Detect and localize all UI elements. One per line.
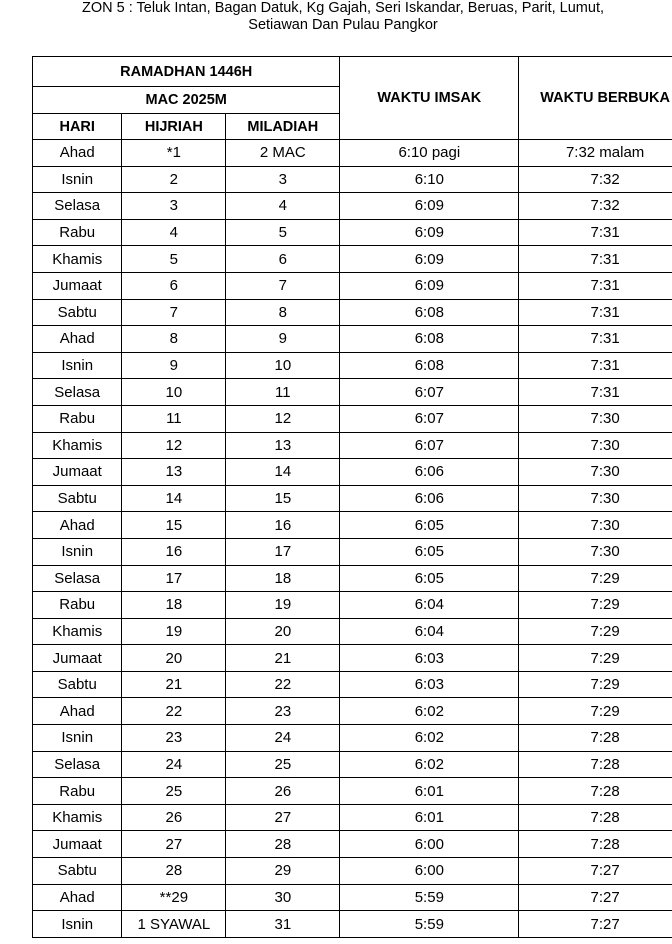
hari-cell: Khamis [33,618,122,645]
hari-cell: Selasa [33,751,122,778]
imsak-cell: 6:05 [340,538,519,565]
berbuka-cell: 7:32 [519,193,672,220]
imsak-cell: 6:09 [340,246,519,273]
berbuka-cell: 7:31 [519,352,672,379]
hijriah-cell: 25 [122,778,226,805]
berbuka-cell: 7:30 [519,459,672,486]
hari-cell: Rabu [33,778,122,805]
miladiah-cell: 19 [226,592,340,619]
hari-cell: Ahad [33,884,122,911]
table-row [33,671,672,698]
berbuka-cell: 7:28 [519,751,672,778]
imsak-cell: 6:01 [340,778,519,805]
table-row [33,858,672,885]
hijriah-cell: 17 [122,565,226,592]
berbuka-cell: 7:30 [519,405,672,432]
hijriah-cell: 27 [122,831,226,858]
miladiah-cell: 30 [226,884,340,911]
imsak-cell: 6:00 [340,858,519,885]
imsak-cell: 6:03 [340,671,519,698]
table-row [33,485,672,512]
table-row [33,911,672,938]
hari-cell: Rabu [33,405,122,432]
miladiah-cell: 24 [226,725,340,752]
waktu-imsak-header: WAKTU IMSAK [340,57,519,140]
hari-header: HARI [33,114,122,140]
hijriah-cell: 18 [122,592,226,619]
miladiah-cell: 17 [226,538,340,565]
hijriah-cell: 10 [122,379,226,406]
berbuka-cell: 7:29 [519,645,672,672]
miladiah-cell: 26 [226,778,340,805]
table-row [33,592,672,619]
berbuka-cell: 7:31 [519,219,672,246]
hari-cell: Sabtu [33,858,122,885]
imsak-cell: 6:09 [340,193,519,220]
miladiah-cell: 13 [226,432,340,459]
hijriah-cell: 12 [122,432,226,459]
hari-cell: Rabu [33,592,122,619]
table-row [33,352,672,379]
hari-cell: Khamis [33,246,122,273]
ramadhan-timetable [32,56,672,938]
imsak-cell: 5:59 [340,911,519,938]
hari-cell: Sabtu [33,485,122,512]
hijriah-cell: 6 [122,272,226,299]
hari-cell: Jumaat [33,645,122,672]
table-row [33,405,672,432]
waktu-berbuka-header: WAKTU BERBUKA [519,57,672,140]
hijriah-cell: 3 [122,193,226,220]
berbuka-cell: 7:27 [519,911,672,938]
table-row [33,698,672,725]
hijriah-cell: 2 [122,166,226,193]
hijriah-cell: 24 [122,751,226,778]
imsak-cell: 6:07 [340,405,519,432]
hijriah-cell: **29 [122,884,226,911]
imsak-cell: 6:08 [340,352,519,379]
miladiah-cell: 27 [226,804,340,831]
hari-cell: Selasa [33,379,122,406]
table-row [33,512,672,539]
hijriah-cell: 23 [122,725,226,752]
miladiah-cell: 20 [226,618,340,645]
hijriah-cell: 14 [122,485,226,512]
table-row [33,645,672,672]
zone-title-line1: ZON 5 : Teluk Intan, Bagan Datuk, Kg Gajah, Seri Iskandar, Beruas, Parit, Lumut, [82,0,604,16]
imsak-cell: 6:05 [340,512,519,539]
imsak-cell: 6:09 [340,219,519,246]
hari-cell: Isnin [33,911,122,938]
hijriah-cell: 11 [122,405,226,432]
berbuka-cell: 7:29 [519,565,672,592]
miladiah-cell: 29 [226,858,340,885]
hijriah-cell: 22 [122,698,226,725]
hari-cell: Ahad [33,140,122,167]
timetable-body [33,140,672,938]
hari-cell: Ahad [33,326,122,353]
miladiah-header: MILADIAH [226,114,340,140]
berbuka-cell: 7:29 [519,618,672,645]
hijriah-cell: 13 [122,459,226,486]
hari-cell: Khamis [33,804,122,831]
imsak-cell: 6:10 [340,166,519,193]
imsak-cell: 6:02 [340,698,519,725]
table-row [33,140,672,167]
miladiah-cell: 23 [226,698,340,725]
miladiah-cell: 14 [226,459,340,486]
berbuka-cell: 7:31 [519,299,672,326]
hari-cell: Jumaat [33,459,122,486]
hijriah-cell: 20 [122,645,226,672]
imsak-cell: 6:07 [340,432,519,459]
miladiah-cell: 18 [226,565,340,592]
hari-cell: Selasa [33,193,122,220]
hari-cell: Ahad [33,512,122,539]
table-row [33,459,672,486]
miladiah-cell: 9 [226,326,340,353]
imsak-cell: 6:07 [340,379,519,406]
berbuka-cell: 7:29 [519,671,672,698]
month-header: MAC 2025M [33,87,340,114]
berbuka-cell: 7:27 [519,858,672,885]
hari-cell: Ahad [33,698,122,725]
hijriah-cell: *1 [122,140,226,167]
berbuka-cell: 7:32 [519,166,672,193]
miladiah-cell: 4 [226,193,340,220]
imsak-cell: 6:04 [340,618,519,645]
table-row [33,432,672,459]
berbuka-cell: 7:28 [519,804,672,831]
miladiah-cell: 6 [226,246,340,273]
imsak-cell: 6:02 [340,725,519,752]
hijriah-cell: 16 [122,538,226,565]
hari-cell: Khamis [33,432,122,459]
table-row [33,565,672,592]
berbuka-cell: 7:31 [519,246,672,273]
imsak-cell: 6:03 [340,645,519,672]
table-row [33,751,672,778]
table-row [33,778,672,805]
miladiah-cell: 25 [226,751,340,778]
table-row [33,299,672,326]
hijriah-cell: 15 [122,512,226,539]
miladiah-cell: 21 [226,645,340,672]
table-row [33,193,672,220]
miladiah-cell: 7 [226,272,340,299]
table-row [33,725,672,752]
miladiah-cell: 22 [226,671,340,698]
hijriah-cell: 19 [122,618,226,645]
hari-cell: Rabu [33,219,122,246]
berbuka-cell: 7:29 [519,592,672,619]
hijriah-cell: 7 [122,299,226,326]
table-row [33,831,672,858]
imsak-cell: 6:10 pagi [340,140,519,167]
hari-cell: Sabtu [33,671,122,698]
berbuka-cell: 7:30 [519,432,672,459]
miladiah-cell: 5 [226,219,340,246]
table-row [33,618,672,645]
berbuka-cell: 7:28 [519,725,672,752]
ramadhan-header: RAMADHAN 1446H [33,57,340,87]
table-row [33,246,672,273]
berbuka-cell: 7:28 [519,831,672,858]
imsak-cell: 5:59 [340,884,519,911]
hijriah-cell: 26 [122,804,226,831]
miladiah-cell: 2 MAC [226,140,340,167]
berbuka-cell: 7:30 [519,538,672,565]
table-row [33,538,672,565]
hijriah-cell: 21 [122,671,226,698]
miladiah-cell: 10 [226,352,340,379]
imsak-cell: 6:01 [340,804,519,831]
zone-title-line2: Setiawan Dan Pulau Pangkor [248,17,438,33]
hari-cell: Selasa [33,565,122,592]
hijriah-cell: 9 [122,352,226,379]
imsak-cell: 6:06 [340,459,519,486]
imsak-cell: 6:04 [340,592,519,619]
miladiah-cell: 12 [226,405,340,432]
hari-cell: Jumaat [33,831,122,858]
berbuka-cell: 7:28 [519,778,672,805]
table-row [33,272,672,299]
hijriah-cell: 4 [122,219,226,246]
table-row [33,166,672,193]
imsak-cell: 6:00 [340,831,519,858]
berbuka-cell: 7:31 [519,272,672,299]
miladiah-cell: 16 [226,512,340,539]
hijriah-header: HIJRIAH [122,114,226,140]
hijriah-cell: 1 SYAWAL [122,911,226,938]
hijriah-cell: 8 [122,326,226,353]
table-row [33,804,672,831]
table-row [33,884,672,911]
table-row [33,219,672,246]
hari-cell: Isnin [33,725,122,752]
miladiah-cell: 8 [226,299,340,326]
imsak-cell: 6:02 [340,751,519,778]
imsak-cell: 6:08 [340,326,519,353]
hari-cell: Isnin [33,352,122,379]
miladiah-cell: 3 [226,166,340,193]
berbuka-cell: 7:27 [519,884,672,911]
hijriah-cell: 5 [122,246,226,273]
hijriah-cell: 28 [122,858,226,885]
hari-cell: Isnin [33,166,122,193]
berbuka-cell: 7:30 [519,485,672,512]
berbuka-cell: 7:32 malam [519,140,672,167]
hari-cell: Sabtu [33,299,122,326]
miladiah-cell: 31 [226,911,340,938]
berbuka-cell: 7:30 [519,512,672,539]
miladiah-cell: 28 [226,831,340,858]
miladiah-cell: 11 [226,379,340,406]
imsak-cell: 6:05 [340,565,519,592]
imsak-cell: 6:08 [340,299,519,326]
miladiah-cell: 15 [226,485,340,512]
hari-cell: Jumaat [33,272,122,299]
table-row [33,379,672,406]
imsak-cell: 6:09 [340,272,519,299]
table-row [33,326,672,353]
imsak-cell: 6:06 [340,485,519,512]
hari-cell: Isnin [33,538,122,565]
berbuka-cell: 7:31 [519,379,672,406]
zone-heading [0,0,672,34]
berbuka-cell: 7:31 [519,326,672,353]
berbuka-cell: 7:29 [519,698,672,725]
